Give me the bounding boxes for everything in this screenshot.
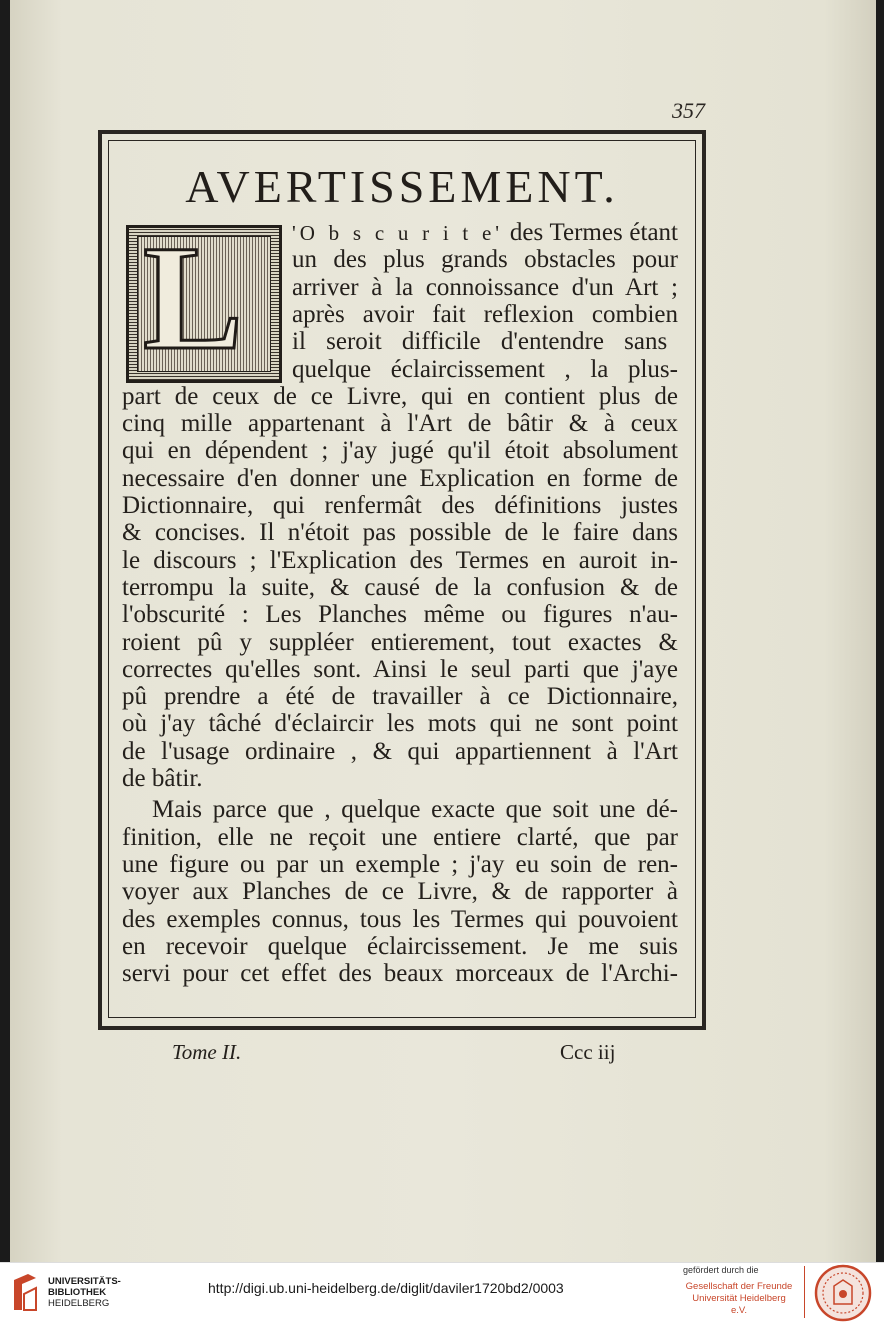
text-line (292, 246, 678, 274)
text-line (152, 796, 678, 824)
library-name (48, 1276, 121, 1309)
text-line (122, 601, 678, 629)
text-line (292, 356, 678, 384)
text-line (122, 765, 203, 793)
text-line-content: où j'ay tâché d'éclaircir les mots qui ne sont point (122, 710, 678, 738)
page-title: AVERTISSEMENT. (185, 161, 619, 212)
text-line-content: part de ceux de ce Livre, qui en contient plus de (122, 382, 678, 410)
sponsor-name-line: Gesellschaft der Freunde (685, 1281, 793, 1292)
text-line-content: qui en dépendent ; j'ay jugé qu'il étoit absolument (122, 437, 678, 465)
text-line (292, 328, 667, 356)
sponsor-name[interactable] (683, 1281, 795, 1317)
text-line (122, 437, 678, 465)
text-line-content: terrompu la suite, & causé de la confusion & de (122, 573, 678, 601)
text-line-content: il seroit difficile d'entendre sans (292, 328, 668, 356)
text-line-content: de bâtir. (122, 765, 203, 792)
initial-letter: L (143, 215, 244, 381)
text-line-content: après avoir fait reflexion combien (292, 300, 678, 328)
sponsor-name-line: Universität Heidelberg e.V. (692, 1293, 786, 1316)
text-line (122, 465, 678, 493)
text-line (122, 629, 678, 657)
text-line (292, 301, 678, 329)
text-line (122, 410, 678, 438)
text-line-content: Mais parce que , quelque exacte que soit une dé- (152, 796, 678, 824)
text-line (122, 383, 678, 411)
text-line (122, 851, 678, 879)
text-line-content: pû prendre a été de travailler à ce Dictionnaire, (122, 683, 678, 711)
text-line-content: servi pour cet effet des beaux morceaux de l'Archi- (122, 960, 678, 988)
library-name-line: UNIVERSITÄTS- (48, 1276, 121, 1287)
text-line (122, 738, 678, 766)
page-number: 357 (672, 98, 705, 123)
text-line-content: necessaire d'en donner une Explication en forme de (122, 464, 678, 492)
text-line-content: un des plus grands obstacles pour (292, 246, 678, 274)
small-caps-word: 'O b s c u r i t e' (292, 221, 504, 245)
text-line-content: Dictionnaire, qui renfermât des définitions justes (122, 492, 678, 519)
text-line-content: cinq mille appartenant à l'Art de bâtir & à ceux (122, 410, 678, 438)
text-line (122, 933, 678, 961)
footer-volume: Tome II. (172, 1040, 242, 1064)
text-line (122, 710, 678, 738)
text-line-content: en recevoir quelque éclaircissement. Je me suis (122, 932, 678, 960)
footer-signature: Ccc iij (560, 1040, 616, 1064)
text-line-content: le discours ; l'Explication des Termes en auroit in- (122, 546, 678, 574)
funded-by-label: gefördert durch die (683, 1265, 759, 1275)
text-line-content: de l'usage ordinaire , & qui appartiennent à l'Art (122, 737, 678, 765)
text-line (292, 219, 678, 247)
text-line-content: roient pû y suppléer entierement, tout exactes & (122, 628, 678, 656)
text-line (122, 492, 678, 520)
text-line (122, 960, 678, 988)
text-line-content: voyer aux Planches de ce Livre, & de rapporter à (122, 878, 678, 906)
library-logo-icon[interactable] (10, 1270, 40, 1314)
text-line-content: correctes qu'elles sont. Ainsi le seul parti que j'aye (122, 655, 678, 683)
university-seal-icon (814, 1264, 872, 1322)
text-line (122, 547, 678, 575)
text-line-content: des exemples connus, tous les Termes qui pouvoient (122, 905, 678, 933)
text-line (122, 519, 678, 547)
text-line (122, 906, 678, 934)
decorated-initial (126, 215, 282, 383)
text-line-content: & concises. Il n'étoit pas possible de le faire dans (122, 519, 678, 547)
footer-divider (804, 1266, 805, 1318)
text-line (122, 824, 678, 852)
text-line-content: finition, elle ne reçoit une entiere clarté, que par (122, 823, 678, 851)
text-line-content: quelque éclaircissement , la plus- (292, 355, 678, 383)
text-line (122, 683, 678, 711)
library-name-line: HEIDELBERG (48, 1298, 110, 1309)
text-line (122, 878, 678, 906)
library-name-line: BIBLIOTHEK (48, 1287, 107, 1298)
text-line (122, 574, 678, 602)
text-line-content: arriver à la connoissance d'un Art ; (292, 273, 678, 301)
permalink-url[interactable]: http://digi.ub.uni-heidelberg.de/diglit/daviler1720bd2/0003 (208, 1280, 564, 1296)
text-line-content: des Termes étant (503, 219, 678, 246)
text-line (122, 656, 678, 684)
text-line (292, 274, 678, 302)
text-line-content: l'obscurité : Les Planches même ou figures n'au- (122, 601, 678, 629)
text-line-content: une figure ou par un exemple ; j'ay eu soin de ren- (122, 850, 678, 878)
